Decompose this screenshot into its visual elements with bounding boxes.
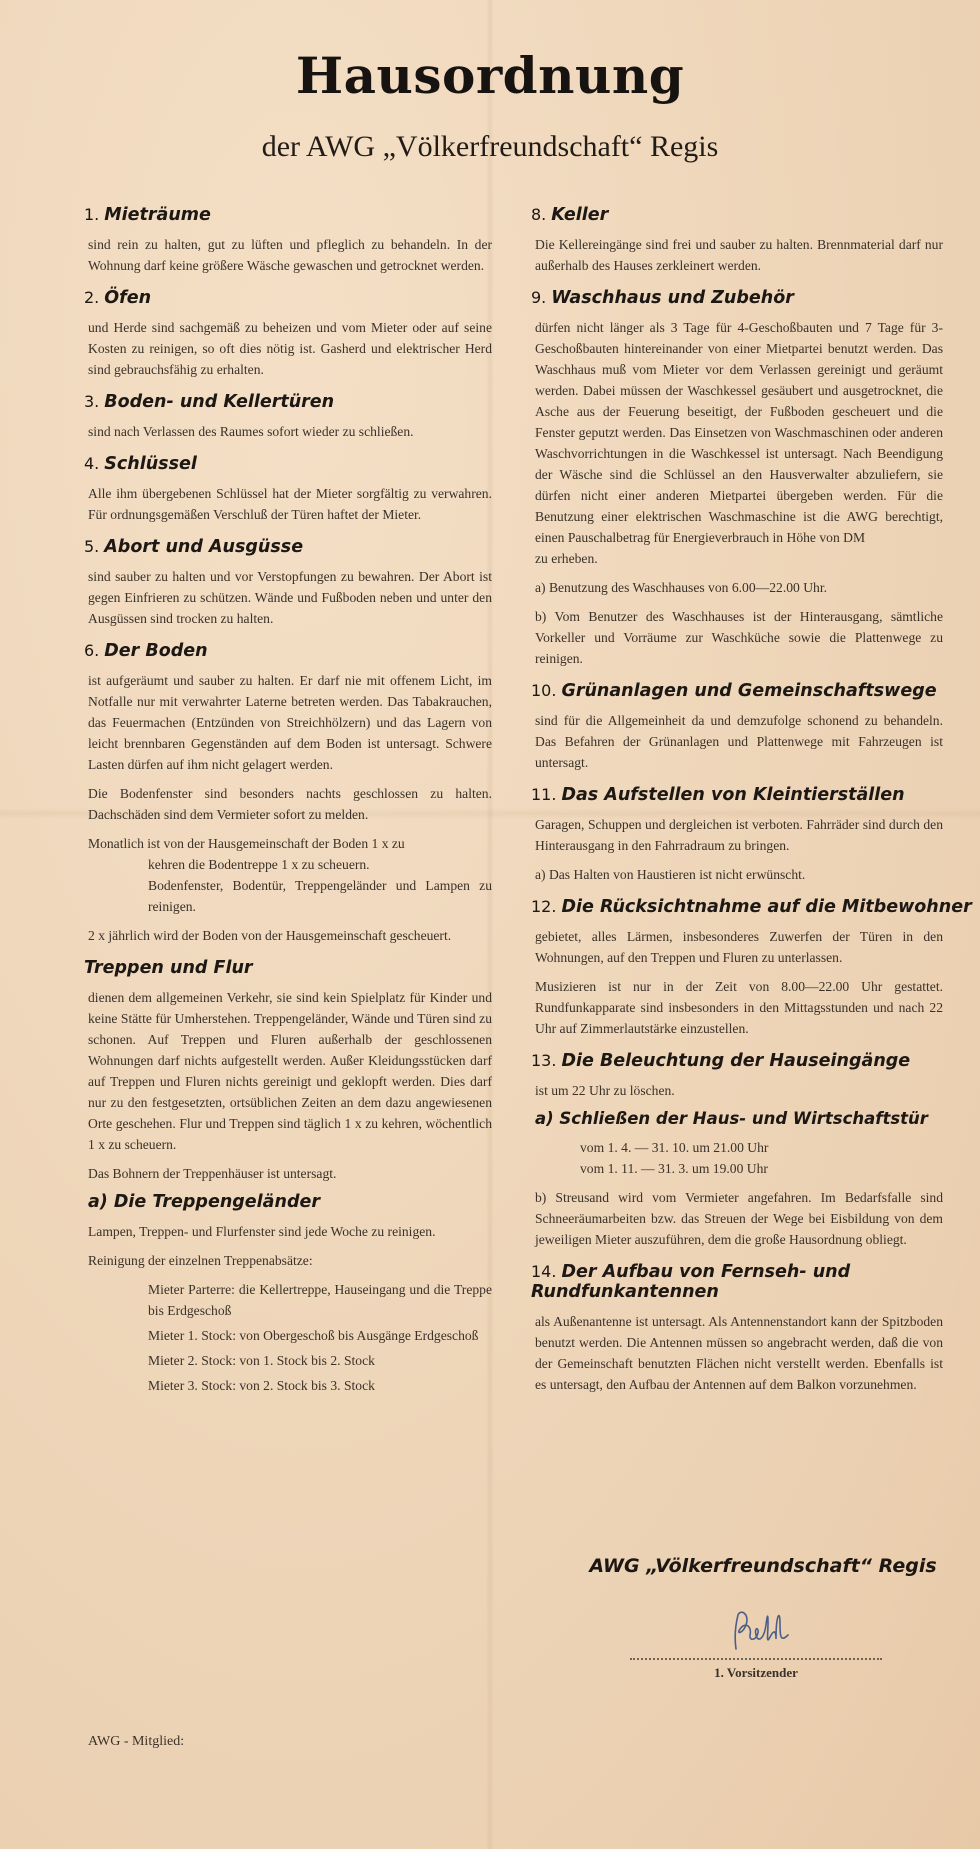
section-text: sind rein zu halten, gut zu lüften und pfleglich zu behandeln. In der Wohnung darf keine größere Wäsche gewaschen und getrocknet werden.: [88, 237, 492, 273]
signature-block: [578, 1555, 948, 1577]
list-item: Mieter Parterre: die Kellertreppe, Hauseingang und die Treppe bis Erdgeschoß: [148, 1282, 492, 1318]
section-heading: 12. Die Rücksichtnahme auf die Mitbewohner: [531, 897, 972, 917]
organization-name: AWG „Völkerfreundschaft“ Regis: [589, 1555, 937, 1577]
section-text: sind nach Verlassen des Raumes sofort wieder zu schließen.: [88, 424, 414, 439]
section-text: Garagen, Schuppen und dergleichen ist verboten. Fahrräder sind durch den Hinterausgang in den Fahrradraum zu bringen.: [535, 817, 943, 853]
section-5: [84, 537, 492, 629]
section-text: zu erheben.: [535, 551, 598, 566]
section-text-indented: kehren die Bodentreppe 1 x zu scheuern.: [148, 857, 370, 872]
section-text: und Herde sind sachgemäß zu beheizen und vom Mieter oder auf seine Kosten zu reinigen, so oft dies nötig ist. Gasherd und elektrischer Herd sind gebrauchsfähig zu erhalten.: [88, 320, 492, 377]
section-heading: 14. Der Aufbau von Fernseh- und Rundfunkantennen: [531, 1262, 851, 1302]
stair-cleaning-list: [88, 1279, 492, 1396]
section-heading: 10. Grünanlagen und Gemeinschaftswege: [531, 681, 937, 701]
section-text: Lampen, Treppen- und Flurfenster sind jede Woche zu reinigen.: [88, 1224, 436, 1239]
section-text: ist um 22 Uhr zu löschen.: [535, 1083, 675, 1098]
section-13: [531, 1051, 943, 1250]
section-text-b: b) Streusand wird vom Vermieter angefahren. Im Bedarfsfalle sind Schneeräumarbeiten bzw. das Streuen der Wege bei Eisbildung von dem jeweiligen Mieter auszuführen, dem die große Hausordnung obliegt.: [535, 1190, 943, 1247]
section-heading: 8. Keller: [531, 205, 609, 225]
section-text-b: b) Vom Benutzer des Waschhauses ist der Hinterausgang, sämtliche Vorkeller und Vorräume zur Waschküche sowie die Plattenwege zu reinigen.: [535, 609, 943, 666]
section-heading: Treppen und Flur: [84, 958, 253, 978]
right-column: [531, 205, 972, 1407]
section-text: Musizieren ist nur in der Zeit von 8.00—22.00 Uhr gestattet. Rundfunkapparate sind insbesonders in den Mittagsstunden und nach 22 Uhr auf Zimmerlautstärke einzustellen.: [535, 979, 943, 1036]
time-range: vom 1. 11. — 31. 3. um 19.00 Uhr: [580, 1161, 768, 1176]
section-heading: 2. Öfen: [84, 288, 152, 308]
section-text: sind sauber zu halten und vor Verstopfungen zu bewahren. Der Abort ist gegen Einfrieren zu schützen. Wände und Fußboden neben und unter den Ausgüssen sind trocken zu halten.: [88, 569, 492, 626]
section-6: [84, 641, 492, 946]
time-range: vom 1. 4. — 31. 10. um 21.00 Uhr: [580, 1140, 769, 1155]
section-heading: 3. Boden- und Kellertüren: [84, 392, 335, 412]
document-title: Hausordnung: [295, 46, 685, 105]
subsection-heading: a) Schließen der Haus- und Wirtschaftstür: [535, 1109, 928, 1128]
section-8: [531, 205, 943, 276]
section-text: 2 x jährlich wird der Boden von der Hausgemeinschaft gescheuert.: [88, 928, 452, 943]
section-heading: 4. Schlüssel: [84, 454, 197, 474]
section-text: Das Bohnern der Treppenhäuser ist untersagt.: [88, 1166, 337, 1181]
section-7: [84, 958, 492, 1396]
section-11: [531, 785, 943, 885]
section-text: dienen dem allgemeinen Verkehr, sie sind kein Spielplatz für Kinder und keine Stätte für Umherstehen. Treppengeländer, Wände und Türen sind zu schonen. Auf Treppen und Fluren außerhalb der geschlossenen Wohnungen darf nichts aufgestellt werden. Außer Kleidungsstücken darf auf Treppen und Fluren nichts gereinigt und geklopft werden. Dies darf nur zu den festgesetzten, ortsüblichen Zeiten an dem dazu angewiesenen Orte geschehen. Flur und Treppen sind täglich 1 x zu kehren, wöchentlich 1 x zu scheuern.: [88, 990, 492, 1152]
section-text: dürfen nicht länger als 3 Tage für 4-Geschoßbauten und 7 Tage für 3-Geschoßbauten hintereinander von einer Mietpartei benutzt werden. Das Waschhaus muß vom Mieter vor dem Verlassen gereinigt und geräumt werden. Dabei müssen der Waschkessel gesäubert und ausgetrocknet, die Asche aus der Feuerung beseitigt, der Fußboden gescheuert und die Fenster geputzt werden. Das Einsetzen von Waschmaschinen oder anderen Waschvorrichtungen in die Waschkessel ist untersagt. Nach Beendigung der Wäsche sind die Schlüssel an den Hausverwalter abzuliefern, sie dürfen nicht einer anderen Mietpartei übergeben werden. Für die Benutzung einer elektrischen Waschmaschine ist die AWG berechtigt, einen Pauschalbetrag für Energieverbrauch in Höhe von DM: [535, 320, 943, 545]
section-text: Reinigung der einzelnen Treppenabsätze:: [88, 1253, 313, 1268]
section-4: [84, 454, 492, 525]
section-text-indented: Bodenfenster, Bodentür, Treppengeländer und Lampen zu reinigen.: [148, 878, 492, 914]
section-heading: 9. Waschhaus und Zubehör: [531, 288, 794, 308]
section-heading: 1. Mieträume: [84, 205, 211, 225]
section-heading: 11. Das Aufstellen von Kleintierställen: [531, 785, 905, 805]
signatory-role: 1. Vorsitzender: [714, 1665, 798, 1680]
section-text: Monatlich ist von der Hausgemeinschaft der Boden 1 x zu: [88, 836, 405, 851]
section-text: als Außenantenne ist untersagt. Als Antennenstandort kann der Spitzboden benutzt werden. Die Antennen müssen so angebracht werden, daß die von der Gemeinschaft benutzten Flächen nicht verstellt werden. Ebenfalls ist es untersagt, den Aufbau der Antennen auf dem Balkon vorzunehmen.: [535, 1314, 943, 1392]
section-text: sind für die Allgemeinheit da und demzufolge schonend zu behandeln. Das Befahren der Grünanlagen und Plattenwege mit Fahrzeugen ist untersagt.: [535, 713, 943, 770]
section-9: [531, 288, 943, 669]
section-heading: 5. Abort und Ausgüsse: [84, 537, 304, 557]
section-3: [84, 392, 492, 442]
section-2: [84, 288, 492, 380]
section-text: Alle ihm übergebenen Schlüssel hat der Mieter sorgfältig zu verwahren. Für ordnungsgemäßen Verschluß der Türen haftet der Mieter.: [88, 486, 492, 522]
list-item: Mieter 1. Stock: von Obergeschoß bis Ausgänge Erdgeschoß: [148, 1328, 479, 1343]
section-10: [531, 681, 943, 773]
section-text: Die Bodenfenster sind besonders nachts geschlossen zu halten. Dachschäden sind dem Vermieter sofort zu melden.: [88, 786, 492, 822]
document-subtitle: der AWG „Völkerfreundschaft“ Regis: [261, 130, 719, 163]
subsection-heading: a) Die Treppengeländer: [88, 1192, 320, 1212]
member-label: AWG - Mitglied:: [88, 1734, 185, 1749]
section-text-a: a) Benutzung des Waschhauses von 6.00—22.00 Uhr.: [535, 580, 828, 595]
section-text-a: a) Das Halten von Haustieren ist nicht erwünscht.: [535, 867, 806, 882]
section-heading: 13. Die Beleuchtung der Hauseingänge: [531, 1051, 911, 1071]
left-column: [84, 205, 492, 1408]
section-heading: 6. Der Boden: [84, 641, 208, 661]
section-14: [531, 1262, 943, 1395]
section-12: [531, 897, 972, 1039]
section-1: [84, 205, 492, 276]
section-text: gebietet, alles Lärmen, insbesonderes Zuwerfen der Türen in den Wohnungen, auf den Treppen und Fluren zu unterlassen.: [535, 929, 943, 965]
section-text: Die Kellereingänge sind frei und sauber zu halten. Brennmaterial darf nur außerhalb des Hauses zerkleinert werden.: [535, 237, 943, 273]
section-text: ist aufgeräumt und sauber zu halten. Er darf nie mit offenem Licht, im Notfalle nur mit verwahrter Laterne betreten werden. Das Tabakrauchen, das Feuermachen (Entzünden von Streichhölzern) und das Lagern von leicht brennbaren Gegenständen auf dem Boden ist untersagt. Schwere Lasten dürfen auf ihm nicht gelagert werden.: [88, 673, 492, 772]
list-item: Mieter 2. Stock: von 1. Stock bis 2. Stock: [148, 1353, 375, 1368]
handwritten-signature: [728, 1605, 798, 1665]
signature-line: [630, 1658, 882, 1660]
list-item: Mieter 3. Stock: von 2. Stock bis 3. Stock: [148, 1378, 375, 1393]
